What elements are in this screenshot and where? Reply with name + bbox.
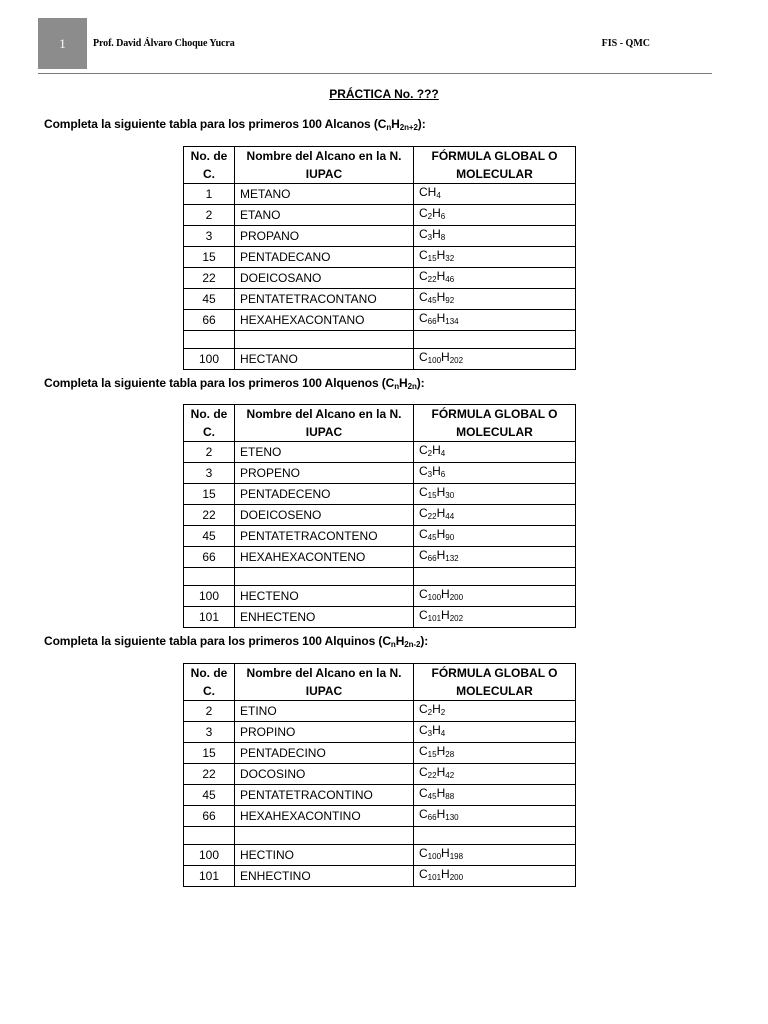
formula-h: H [436, 311, 446, 325]
cell-formula [414, 568, 576, 586]
table-row [184, 764, 576, 785]
formula-h: H [436, 506, 446, 520]
formula-h-sub: 30 [445, 491, 455, 500]
formula-h-sub: 92 [445, 296, 455, 305]
formula-c: C [419, 464, 428, 478]
formula-h: H [427, 185, 437, 199]
cell-iupac-name [235, 827, 414, 845]
table-row [184, 205, 576, 226]
cell-carbon-count [184, 827, 235, 845]
table-row [184, 827, 576, 845]
table-header-row [184, 664, 576, 701]
table-row [184, 463, 576, 484]
table-row [184, 722, 576, 743]
formula-c: C [419, 587, 428, 601]
cell-formula [414, 722, 576, 743]
formula-c-sub: 2 [427, 212, 433, 221]
col-header-name: Nombre del Alcano en la N. IUPAC [235, 147, 414, 184]
cell-carbon-count: 101 [184, 866, 235, 887]
formula-h: H [441, 867, 450, 881]
formula-h-sub: 200 [449, 593, 464, 602]
cell-carbon-count: 66 [184, 806, 235, 827]
formula-c-sub: 101 [427, 873, 442, 882]
table-row [184, 331, 576, 349]
formula-h-sub: 4 [436, 191, 441, 200]
formula-c-sub: 100 [427, 852, 442, 861]
col-header-name: Nombre del Alcano en la N. IUPAC [235, 664, 414, 701]
formula-h-sub: 32 [445, 254, 455, 263]
formula-c: C [419, 290, 428, 304]
general-formula-h: H [395, 634, 405, 648]
cell-carbon-count: 22 [184, 505, 235, 526]
formula-c: C [419, 702, 428, 716]
formula-h: H [441, 350, 450, 364]
cell-carbon-count: 100 [184, 349, 235, 370]
formula-h: H [432, 206, 441, 220]
cell-formula [414, 205, 576, 226]
formula-h: H [436, 485, 446, 499]
cell-iupac-name: HEXAHEXACONTANO [235, 310, 414, 331]
table-row [184, 505, 576, 526]
page-number-label: 1 [59, 35, 66, 51]
formula-c-sub: 101 [427, 614, 442, 623]
formula-c-sub: 15 [427, 254, 437, 263]
header-author: Prof. David Álvaro Choque Yucra [93, 38, 235, 49]
cell-iupac-name: HEXAHEXACONTENO [235, 547, 414, 568]
cell-carbon-count: 66 [184, 547, 235, 568]
formula-h-sub: 46 [445, 275, 455, 284]
formula-h-sub: 6 [440, 470, 446, 479]
cell-formula [414, 349, 576, 370]
formula-c: C [419, 248, 428, 262]
formula-c-sub: 22 [427, 512, 437, 521]
cell-carbon-count: 15 [184, 484, 235, 505]
table-row [184, 289, 576, 310]
formula-c-sub: 3 [427, 729, 433, 738]
col-header-formula: FÓRMULA GLOBAL O MOLECULAR [414, 405, 576, 442]
cell-formula [414, 806, 576, 827]
formula-c: C [419, 723, 428, 737]
cell-carbon-count: 100 [184, 586, 235, 607]
formula-c-sub: 45 [427, 792, 437, 801]
formula-h: H [436, 248, 446, 262]
cell-carbon-count: 3 [184, 722, 235, 743]
formula-c-sub: 66 [427, 317, 437, 326]
cell-iupac-name: ETANO [235, 205, 414, 226]
cell-formula [414, 845, 576, 866]
formula-h: H [436, 765, 446, 779]
table-row [184, 547, 576, 568]
table-row [184, 785, 576, 806]
cell-carbon-count: 2 [184, 442, 235, 463]
cell-iupac-name [235, 331, 414, 349]
cell-formula [414, 463, 576, 484]
table-row [184, 866, 576, 887]
cell-formula [414, 310, 576, 331]
col-header-num: No. de C. [184, 664, 235, 701]
cell-iupac-name: PENTATETRACONTENO [235, 526, 414, 547]
cell-carbon-count: 3 [184, 226, 235, 247]
formula-c: C [419, 506, 428, 520]
table-alcanos [183, 146, 576, 370]
cell-formula [414, 586, 576, 607]
col-header-num: No. de C. [184, 147, 235, 184]
formula-h: H [436, 744, 446, 758]
instruction-alquinos: Completa la siguiente tabla para los primeros 100 Alquinos $(C_nH_{2n-2})$: [44, 634, 429, 649]
cell-iupac-name: ENHECTINO [235, 866, 414, 887]
cell-carbon-count: 2 [184, 701, 235, 722]
formula-h: H [436, 786, 446, 800]
cell-formula [414, 505, 576, 526]
formula-h: H [432, 702, 441, 716]
cell-formula [414, 226, 576, 247]
table-row [184, 484, 576, 505]
formula-h-sub: 28 [445, 750, 455, 759]
general-formula-h-sub: 2n [407, 382, 417, 391]
cell-formula [414, 547, 576, 568]
general-formula-c-sub: n [390, 640, 396, 649]
formula-c-sub: 15 [427, 491, 437, 500]
table-row [184, 586, 576, 607]
formula-c-sub: 22 [427, 771, 437, 780]
cell-formula [414, 785, 576, 806]
formula-c: C [419, 765, 428, 779]
table-row [184, 806, 576, 827]
formula-c: C [419, 527, 428, 541]
formula-h-sub: 42 [445, 771, 455, 780]
formula-h: H [436, 269, 446, 283]
formula-h: H [436, 290, 446, 304]
formula-c-sub: 100 [427, 356, 442, 365]
instruction-text: Completa la siguiente tabla para los primeros 100 Alcanos [44, 117, 371, 131]
general-formula-c: C [385, 376, 395, 390]
cell-iupac-name: DOEICOSENO [235, 505, 414, 526]
formula-c-sub: 2 [427, 449, 433, 458]
formula-h: H [436, 527, 446, 541]
formula-h-sub: 130 [445, 813, 459, 822]
cell-iupac-name: HEXAHEXACONTINO [235, 806, 414, 827]
formula-c-sub: 15 [427, 750, 437, 759]
table-header-row [184, 405, 576, 442]
formula-c: C [419, 786, 428, 800]
instruction-text: Completa la siguiente tabla para los primeros 100 Alquenos [44, 376, 379, 390]
table-row [184, 526, 576, 547]
general-formula-h: H [399, 376, 408, 390]
cell-iupac-name: PROPENO [235, 463, 414, 484]
cell-carbon-count: 45 [184, 785, 235, 806]
cell-carbon-count: 3 [184, 463, 235, 484]
formula-c: C [419, 185, 428, 199]
formula-h-sub: 4 [440, 449, 446, 458]
cell-iupac-name: HECTINO [235, 845, 414, 866]
cell-iupac-name: PENTATETRACONTINO [235, 785, 414, 806]
instruction-alcanos: Completa la siguiente tabla para los primeros 100 Alcanos $(C_nH_{2n+2})$: [44, 117, 426, 132]
formula-h: H [436, 807, 446, 821]
formula-c: C [419, 269, 428, 283]
page-title: PRÁCTICA No. ??? [329, 87, 439, 101]
formula-h: H [436, 548, 446, 562]
cell-iupac-name: PENTADECINO [235, 743, 414, 764]
formula-h-sub: 132 [445, 554, 459, 563]
cell-iupac-name: METANO [235, 184, 414, 205]
general-formula-c-sub: n [394, 382, 400, 391]
formula-c-sub: 3 [427, 233, 433, 242]
general-formula-h-sub: 2n+2 [399, 123, 418, 132]
page-number [38, 18, 87, 69]
header-divider [38, 73, 712, 74]
formula-h-sub: 202 [449, 614, 464, 623]
cell-carbon-count: 1 [184, 184, 235, 205]
table-row [184, 743, 576, 764]
cell-carbon-count: 15 [184, 247, 235, 268]
formula-c: C [419, 846, 428, 860]
formula-h-sub: 8 [440, 233, 446, 242]
table-row [184, 442, 576, 463]
formula-c: C [419, 485, 428, 499]
table-row [184, 349, 576, 370]
table-row [184, 310, 576, 331]
cell-iupac-name: HECTENO [235, 586, 414, 607]
formula-h-sub: 202 [449, 356, 464, 365]
formula-c-sub: 66 [427, 813, 437, 822]
cell-carbon-count: 15 [184, 743, 235, 764]
formula-c-sub: 3 [427, 470, 433, 479]
cell-carbon-count: 100 [184, 845, 235, 866]
formula-c: C [419, 608, 428, 622]
col-header-formula: FÓRMULA GLOBAL O MOLECULAR [414, 147, 576, 184]
formula-c-sub: 66 [427, 554, 437, 563]
table-row [184, 701, 576, 722]
cell-iupac-name: PENTADECANO [235, 247, 414, 268]
table-row [184, 268, 576, 289]
formula-c: C [419, 867, 428, 881]
cell-formula [414, 526, 576, 547]
formula-c: C [419, 548, 428, 562]
cell-iupac-name: ENHECTENO [235, 607, 414, 628]
formula-h: H [432, 464, 441, 478]
general-formula-h: H [391, 117, 400, 131]
general-formula-c: C [377, 117, 387, 131]
cell-formula [414, 247, 576, 268]
general-formula-c-sub: n [386, 123, 392, 132]
formula-c: C [419, 807, 428, 821]
cell-carbon-count: 22 [184, 268, 235, 289]
formula-c: C [419, 443, 428, 457]
formula-h: H [441, 846, 450, 860]
formula-h-sub: 90 [445, 533, 455, 542]
table-alquenos [183, 404, 576, 628]
cell-formula [414, 764, 576, 785]
cell-iupac-name [235, 568, 414, 586]
cell-iupac-name: PROPINO [235, 722, 414, 743]
formula-h: H [441, 587, 450, 601]
col-header-formula: FÓRMULA GLOBAL O MOLECULAR [414, 664, 576, 701]
cell-carbon-count: 101 [184, 607, 235, 628]
cell-formula [414, 484, 576, 505]
cell-formula [414, 607, 576, 628]
cell-formula [414, 184, 576, 205]
formula-c-sub: 2 [427, 708, 433, 717]
formula-h: H [441, 608, 450, 622]
cell-iupac-name: DOCOSINO [235, 764, 414, 785]
cell-carbon-count: 2 [184, 205, 235, 226]
header-course: FIS - QMC [601, 38, 650, 49]
cell-iupac-name: HECTANO [235, 349, 414, 370]
formula-h: H [432, 723, 441, 737]
table-row [184, 226, 576, 247]
cell-iupac-name: PENTATETRACONTANO [235, 289, 414, 310]
cell-formula [414, 743, 576, 764]
formula-c: C [419, 206, 428, 220]
col-header-name: Nombre del Alcano en la N. IUPAC [235, 405, 414, 442]
col-header-num: No. de C. [184, 405, 235, 442]
cell-iupac-name: PENTADECENO [235, 484, 414, 505]
table-header-row [184, 147, 576, 184]
cell-carbon-count: 45 [184, 526, 235, 547]
instruction-alquenos: Completa la siguiente tabla para los primeros 100 Alquenos $(C_nH_{2n})$: [44, 376, 425, 391]
cell-carbon-count [184, 331, 235, 349]
general-formula-c: C [382, 634, 391, 648]
table-row [184, 247, 576, 268]
cell-iupac-name: ETENO [235, 442, 414, 463]
formula-h: H [432, 443, 441, 457]
cell-formula [414, 442, 576, 463]
formula-h-sub: 4 [440, 729, 446, 738]
cell-formula [414, 827, 576, 845]
table-row [184, 568, 576, 586]
formula-h: H [432, 227, 441, 241]
formula-c: C [419, 311, 428, 325]
cell-carbon-count: 66 [184, 310, 235, 331]
formula-h-sub: 198 [449, 852, 464, 861]
cell-iupac-name: DOEICOSANO [235, 268, 414, 289]
formula-h-sub: 44 [445, 512, 455, 521]
formula-c-sub: 100 [427, 593, 442, 602]
table-row [184, 607, 576, 628]
cell-carbon-count [184, 568, 235, 586]
formula-c: C [419, 227, 428, 241]
cell-formula [414, 701, 576, 722]
cell-formula [414, 866, 576, 887]
formula-c-sub: 22 [427, 275, 437, 284]
formula-h-sub: 88 [445, 792, 455, 801]
formula-h-sub: 134 [445, 317, 459, 326]
formula-c: C [419, 350, 428, 364]
cell-iupac-name: PROPANO [235, 226, 414, 247]
cell-formula [414, 289, 576, 310]
cell-formula [414, 331, 576, 349]
cell-formula [414, 268, 576, 289]
formula-c: C [419, 744, 428, 758]
formula-h-sub: 200 [449, 873, 464, 882]
formula-h-sub: 2 [440, 708, 446, 717]
table-row [184, 184, 576, 205]
formula-h-sub: 6 [440, 212, 446, 221]
formula-c-sub: 45 [427, 533, 437, 542]
table-alquinos [183, 663, 576, 887]
table-row [184, 845, 576, 866]
instruction-text: Completa la siguiente tabla para los primeros 100 Alquinos [44, 634, 376, 648]
cell-carbon-count: 22 [184, 764, 235, 785]
cell-carbon-count: 45 [184, 289, 235, 310]
formula-c-sub: 45 [427, 296, 437, 305]
cell-iupac-name: ETINO [235, 701, 414, 722]
general-formula-h-sub: 2n-2 [404, 640, 421, 649]
